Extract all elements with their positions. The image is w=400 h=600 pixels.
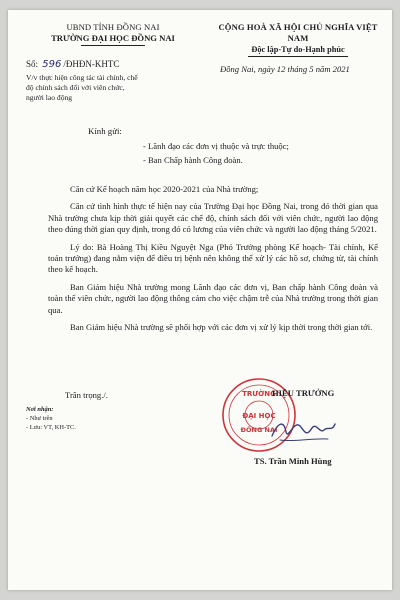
document-number-prefix: Số: [26,59,39,69]
signature-underline [280,439,328,441]
subject-line: V/v thực hiện công tác tài chính, chế [26,73,138,82]
distribution-title: Nơi nhận: [26,406,54,413]
seal-text-mid: ĐẠI HỌC [242,412,276,420]
national-title: CỘNG HOÀ XÃ HỘI CHỦ NGHĨA VIỆT NAM [218,22,378,43]
signer-title: HIỆU TRƯỞNG [272,388,335,398]
signature-stroke [272,424,335,436]
document-body [48,184,378,339]
recipient-item: - Lãnh đạo các đơn vị thuộc và trực thuộc; [143,141,289,151]
body-paragraph: Ban Giám hiệu Nhà trường sẽ phối hợp với các đơn vị xử lý kịp thời trong thời gian tới. [70,322,373,333]
national-motto: Độc lập-Tự do-Hạnh phúc [251,45,345,54]
distribution-list [26,405,76,432]
recipients-label: Kính gửi: [88,126,122,136]
distribution-item: - Lưu: VT, KH-TC. [26,424,76,431]
document-number-suffix: /ĐHĐN-KHTC [63,59,120,69]
body-paragraph: Lý do: Bà Hoàng Thị Kiều Nguyệt Nga (Phó Trưởng phòng Kế hoạch- Tài chính, Kế toán trưởng) đang nằm viện để điều trị bệnh nên không thể xử lý các hồ sơ, chứng từ, tài chính theo kế hoạch. [48,241,378,275]
issuer-school: TRƯỜNG ĐẠI HỌC ĐỒNG NAI [51,33,175,43]
issuer-underline [81,45,145,46]
motto-underline [248,56,348,57]
subject-line: độ chính sách đối với viên chức, [26,83,125,92]
recipient-item: - Ban Chấp hành Công đoàn. [143,155,243,165]
document-subject [26,73,196,103]
document-number [26,59,119,70]
subject-line: người lao động [26,93,73,102]
seal-text-top: TRƯỜNG [242,390,276,398]
document-page [8,10,392,590]
handwritten-signature [268,412,338,446]
body-paragraph: Căn cứ tình hình thực tế hiện nay của Trường Đại học Đồng Nai, trong đó thời gian qua Nhà trường chưa kịp thời giải quyết các chế độ, chính sách đối với viên chức, người lao động theo đúng thời gian quy định, trong đó có lương của viên chức và người lao động tháng 5/2021. [48,201,378,235]
place-date: Đồng Nai, ngày 12 tháng 5 năm 2021 [220,64,350,74]
closing-line: Trân trọng./. [65,390,108,400]
document-number-value: 596 [42,59,62,70]
signer-name: TS. Trần Minh Hùng [254,456,332,466]
issuer-org: UBND TỈNH ĐỒNG NAI [66,22,160,32]
national-header [208,22,388,57]
seal-text-bottom: ĐỒNG NAI [240,426,278,434]
body-paragraph: Ban Giám hiệu Nhà trường mong Lãnh đạo các đơn vị, Ban chấp hành Công đoàn và toàn thể viên chức, người lao động thông cảm cho việc chậm trễ của Nhà trường trong thời gian qua. [48,281,378,315]
issuer-header [38,22,188,46]
distribution-item: - Như trên [26,415,53,422]
body-paragraph: Căn cứ Kế hoạch năm học 2020-2021 của Nhà trường; [70,184,259,194]
